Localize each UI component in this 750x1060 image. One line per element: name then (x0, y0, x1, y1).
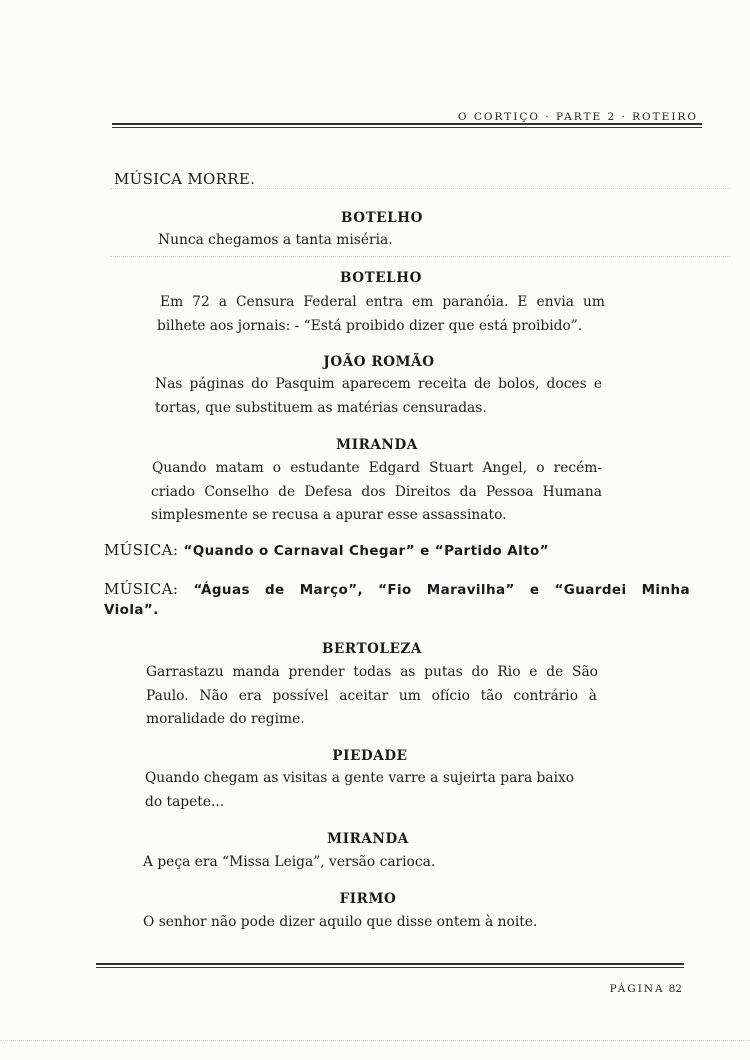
page-number: 82 (668, 983, 682, 995)
character-name: BERTOLEZA (322, 641, 422, 657)
dialogue-line: A peça era “Missa Leiga”, versão carioca. (143, 854, 436, 870)
dialogue-line: tortas, que substituem as matérias censuradas. (155, 400, 487, 416)
dialogue-line: Nunca chegamos a tanta miséria. (158, 232, 393, 248)
dialogue-line: simplesmente se recusa a apurar esse assassinato. (151, 507, 507, 523)
stage-direction: MÚSICA MORRE. (114, 170, 256, 188)
scan-line (110, 188, 730, 189)
dialogue-line: Paulo. Não era possível aceitar um ofício tão contrário à (146, 688, 597, 704)
dialogue-line: Nas páginas do Pasquim aparecem receita de bolos, doces e (155, 376, 602, 392)
character-name: BOTELHO (340, 270, 422, 286)
dialogue-line: O senhor não pode dizer aquilo que disse ontem à noite. (143, 914, 538, 930)
music-title-continued: Viola”. (104, 602, 159, 618)
page-footer (610, 983, 682, 995)
dialogue-line: moralidade do regime. (146, 711, 305, 727)
character-name: PIEDADE (332, 748, 408, 764)
page-label: PÁGINA (609, 983, 665, 995)
music-title: “Quando o Carnaval Chegar” e “Partido Alto” (183, 543, 549, 559)
footer-rule (96, 963, 684, 968)
header-rule (112, 123, 702, 128)
dialogue-line: bilhete aos jornais: - “Está proibido dizer que está proibido”. (157, 318, 583, 334)
dialogue-line: Quando chegam as visitas a gente varre a sujeirta para baixo (145, 770, 575, 786)
dialogue-line: do tapete... (145, 794, 225, 810)
dialogue-line: Quando matam o estudante Edgard Stuart Angel, o recém- (152, 460, 602, 476)
character-name: MIRANDA (327, 831, 409, 847)
music-cue (104, 580, 690, 598)
scan-line (110, 256, 730, 257)
scan-line (0, 1040, 750, 1041)
music-title: “Águas de Março”, “Fio Maravilha” e “Guardei Minha (193, 582, 690, 598)
running-header: O CORTIÇO · PARTE 2 · ROTEIRO (457, 111, 698, 123)
music-label: MÚSICA: (104, 541, 179, 559)
character-name: FIRMO (339, 891, 397, 907)
character-name: JOÃO ROMÃO (323, 354, 435, 370)
dialogue-line: Em 72 a Censura Federal entra em paranóia. E envia um (160, 294, 605, 310)
music-label: MÚSICA: (104, 580, 179, 598)
dialogue-line: Garrastazu manda prender todas as putas do Rio e de São (146, 664, 598, 680)
dialogue-line: criado Conselho de Defesa dos Direitos da Pessoa Humana (151, 484, 602, 500)
character-name: MIRANDA (336, 437, 418, 453)
character-name: BOTELHO (341, 210, 423, 226)
music-cue (104, 541, 549, 559)
